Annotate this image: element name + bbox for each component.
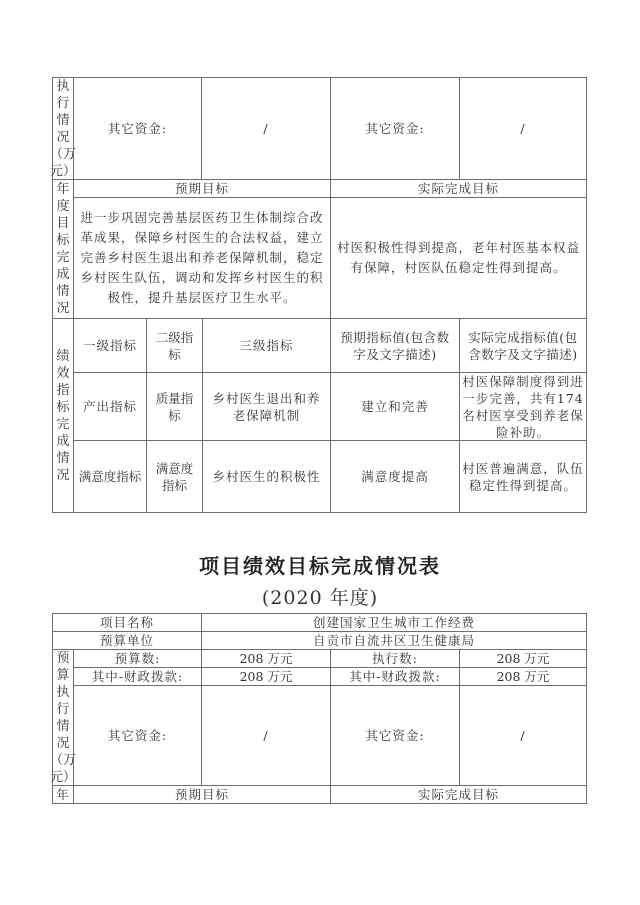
label-char: 况 [56,129,70,145]
cell-text: / [263,728,269,743]
other-funds-value [201,685,331,786]
label-char: （万 [50,752,77,768]
other-funds-value [201,77,331,180]
perf-row-level1 [73,372,147,441]
label-char: 预 [56,650,70,666]
expected-goal-text [73,197,331,319]
label-char: 度 [56,199,70,214]
other-funds-label [73,77,202,180]
cell-text: 自贡市自流井区卫生健康局 [312,633,475,648]
budget-exec-side-label [50,649,77,786]
year-label [52,785,74,804]
cell-text: 208 万元 [239,651,293,666]
annual-goal-side-label [52,179,74,319]
cell-text: 预期目标 [174,787,229,802]
label-char: 成 [56,433,70,449]
label-char: 情 [56,718,70,734]
other-funds-value-actual [459,685,587,786]
cell-text: 其它资金: [365,728,425,743]
cell-text: 满意度指标 [78,469,142,484]
fiscal-label [73,667,202,686]
project-name-label [52,613,202,632]
label-char: 行 [56,701,70,717]
cell-text: 建立和完善 [361,399,429,414]
label-char: （万 [50,146,77,162]
cell-text: 其中-财政拨款: [349,669,441,684]
exec-amount-value [459,649,587,668]
perf-row-level1 [73,440,147,513]
label-char: 执 [56,78,70,94]
project-name-value [201,613,587,632]
expected-goal-header [73,179,331,198]
cell-text: 满意度指标 [155,460,194,493]
perf-row-actual [459,440,587,513]
label-char: 况 [56,735,70,751]
actual-goal-body: 村医积极性得到提高，老年村医基本权益有保障，村医队伍稳定性得到提高。 [336,240,580,275]
cell-text: 其中-财政拨款: [91,669,184,684]
other-funds-label-actual [330,77,460,180]
perf-row-expected [330,372,460,441]
cell-text: 质量指标 [155,390,194,423]
label-char: 绩 [56,348,70,364]
actual-goal-header [330,179,587,198]
budget-unit-value [201,631,587,650]
perf-row-expected [330,440,460,513]
label-char: 标 [56,233,70,248]
cell-text: 其它资金: [107,728,168,743]
cell-text: 满意度提高 [361,469,429,484]
budget-amount-value [201,649,331,668]
cell-text: 年 [56,787,70,802]
exec-amount-label [330,649,460,668]
label-char: 行 [56,95,70,111]
cell-text: 执行数: [372,651,418,666]
cell-text: 实际完成目标 [417,787,499,802]
fiscal-value [201,667,331,686]
actual-goal-header-text: 实际完成目标 [417,181,499,196]
perf-row-actual [459,372,587,441]
label-char: 指 [56,382,70,398]
perf-header-level1 [73,318,147,373]
cell-text: 208 万元 [496,669,550,684]
cell-text: 208 万元 [496,651,550,666]
perf-side-label [52,318,74,513]
cell-text: 预算数: [114,651,161,666]
cell-text: / [520,728,526,743]
actual-goal-text [330,197,587,319]
perf-row-level2 [146,372,203,441]
other-funds-value-text: / [263,121,269,136]
perf-row-level2 [146,440,203,513]
perf-header-level3 [202,318,331,373]
header-text: 二级指标 [155,329,194,362]
label-char: 况 [56,301,70,316]
cell-text: 208 万元 [239,669,293,684]
fiscal-value-actual [459,667,587,686]
cell-text: 创建国家卫生城市工作经费 [312,615,475,630]
budget-amount-label [73,649,202,668]
cell-text: 项目名称 [99,615,154,630]
header-text: 预期指标值(包含数字及文字描述) [340,329,450,362]
other-funds-label-actual [330,685,460,786]
label-char: 情 [56,450,70,466]
expected-goal-body: 进一步巩固完善基层医药卫生体制综合改革成果，保障乡村医生的合法权益，建立完善乡村医生退出和养老保障机制，稳定乡村医生队伍，调动和发挥乡村医生的积极性，提升基层医疗卫生水平。 [80,210,324,305]
expected-goal-header-text: 预期目标 [174,181,229,196]
cell-text: 乡村医生退出和养老保障机制 [212,390,321,423]
page-title: 项目绩效目标完成情况表 [199,554,441,578]
label-char: 执 [56,684,70,700]
label-char: 完 [56,250,70,265]
fiscal-label-actual [330,667,460,686]
label-char: 年 [56,182,70,197]
cell-text: 产出指标 [82,399,137,414]
other-funds-label [73,685,202,786]
other-funds-label-text: 其它资金: [107,121,168,136]
label-char: 情 [56,284,70,299]
perf-header-level2 [146,318,203,373]
budget-unit-label [52,631,202,650]
perf-header-actual [459,318,587,373]
perf-row-level3 [202,440,331,513]
label-char: 算 [56,667,70,683]
other-funds-label-actual-text: 其它资金: [365,121,425,136]
label-char: 效 [56,365,70,381]
other-funds-value-actual [459,77,587,180]
perf-header-expected [330,318,460,373]
label-char: 情 [56,112,70,128]
actual-goal-header [330,785,587,804]
label-char: 成 [56,267,70,282]
label-char: 完 [56,416,70,432]
page-subtitle: (2020 年度) [261,587,379,609]
perf-row-level3 [202,372,331,441]
expected-goal-header [73,785,331,804]
header-text: 一级指标 [82,338,137,353]
label-char: 目 [56,216,70,231]
label-char: 元） [50,769,77,785]
exec-status-side-label [50,77,77,180]
label-char: 况 [56,467,70,483]
cell-text: 预算单位 [99,633,154,648]
cell-text: 村医保障制度得到进一步完善，共有174名村医享受到养老保险补助。 [462,373,584,440]
cell-text: 乡村医生的积极性 [212,469,321,484]
label-char: 元） [50,163,77,179]
header-text: 三级指标 [239,338,294,353]
cell-text: 村医普遍满意，队伍稳定性得到提高。 [462,460,584,493]
label-char: 标 [56,399,70,415]
other-funds-value-actual-text: / [520,121,526,136]
header-text: 实际完成指标值(包含数字及文字描述) [468,329,578,362]
